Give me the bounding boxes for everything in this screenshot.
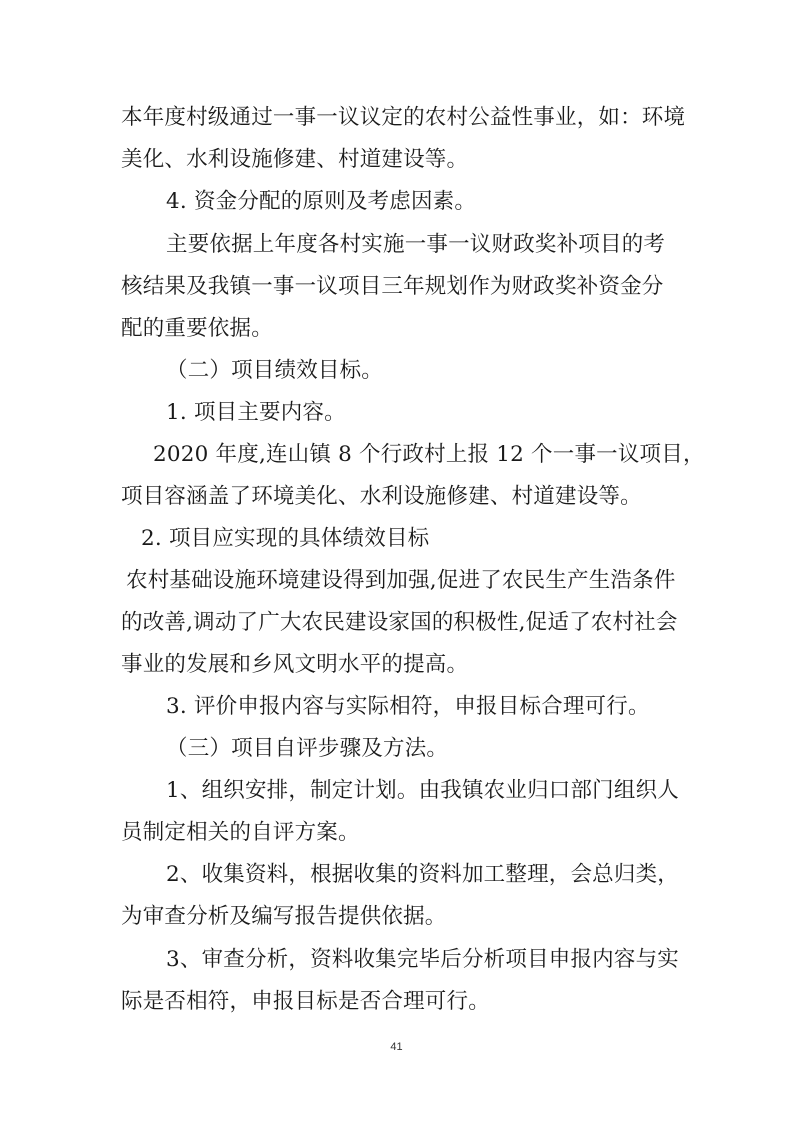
text-line-14: 事业的发展和乡风文明水平的提高。 (121, 652, 469, 677)
text-line-2: 美化、水利设施修建、村道建设等。 (121, 147, 469, 172)
text-line-18: 员制定相关的自评方案。 (121, 820, 360, 845)
text-line-8: 1. 项目主要内容。 (166, 400, 346, 425)
text-line-20: 为审查分析及编写报告提供依据。 (121, 904, 447, 929)
text-line-11: 2. 项目应实现的具体绩效目标 (141, 526, 430, 551)
text-line-22: 际是否相符，申报目标是否合理可行。 (121, 989, 490, 1014)
text-line-21: 3、审查分析，资料收集完毕后分析项目申报内容与实 (166, 947, 679, 972)
text-line-5: 核结果及我镇一事一议项目三年规划作为财政奖补资金分 (121, 274, 664, 299)
text-line-6: 配的重要依据。 (121, 316, 273, 341)
page-number: 41 (390, 1041, 403, 1053)
text-line-10: 项目容涵盖了环境美化、水利设施修建、村道建设等。 (121, 484, 642, 509)
text-line-13: 的改善,调动了广大农民建设家国的积极性,促适了农村社会 (121, 610, 678, 635)
section-heading-2: （二）项目绩效目标。 (166, 358, 384, 383)
text-line-19: 2、收集资料，根据收集的资料加工整理，会总归类， (166, 862, 679, 887)
text-line-4: 主要依据上年度各村实施一事一议财政奖补项目的考 (166, 232, 666, 257)
text-line-15: 3. 评价申报内容与实际相符，申报目标合理可行。 (166, 694, 650, 719)
text-line-9: 2020 年度,连山镇 8 个行政村上报 12 个一事一议项目， (153, 442, 705, 467)
text-line-3: 4. 资金分配的原则及考虑因素。 (166, 189, 477, 214)
text-line-1: 本年度村级通过一事一议议定的农村公益性事业，如：环境 (121, 105, 686, 130)
section-heading-3: （三）项目自评步骤及方法。 (166, 736, 449, 761)
text-line-17: 1、组织安排，制定计划。由我镇农业归口部门组织人 (166, 778, 679, 803)
text-line-12: 农村基础设施环境建设得到加强,促进了农民生产生浩条件 (126, 568, 676, 593)
